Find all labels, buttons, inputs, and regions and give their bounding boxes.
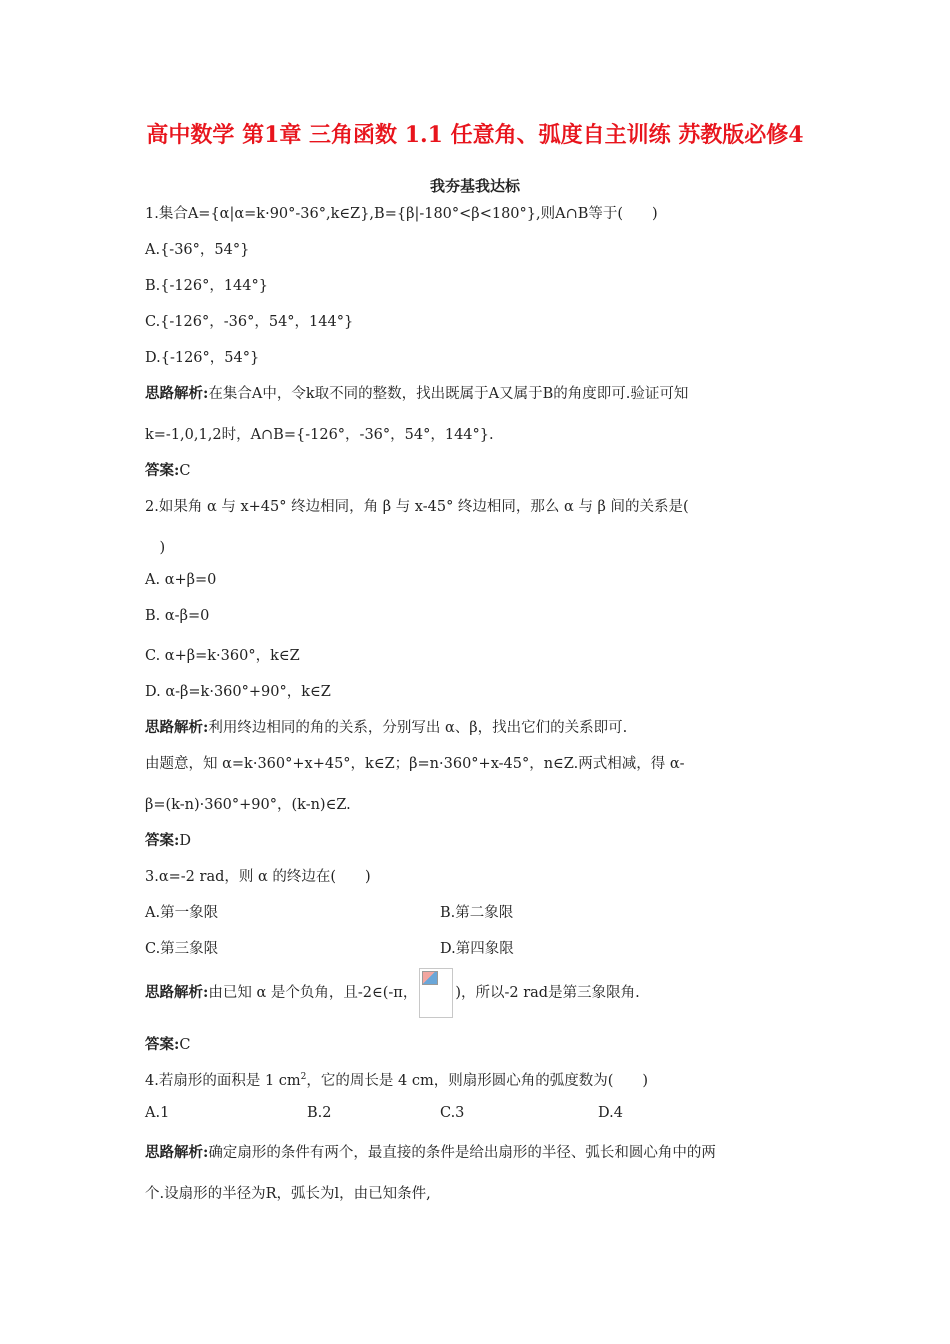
q2-answer-value: D [179, 833, 191, 849]
image-placeholder-icon [422, 971, 438, 985]
q2-option-a: A. α+β=0 [145, 572, 217, 588]
q3-answer-label: 答案: [145, 1036, 180, 1053]
q3-answer [145, 1033, 190, 1054]
q1-analysis-line-2: k=-1,0,1,2时，A∩B={-126°，-36°，54°，144°}. [145, 427, 494, 443]
q2-stem-line-1: 2.如果角 α 与 x+45° 终边相同，角 β 与 x-45° 终边相同，那么 α 与 β 间的关系是( [145, 499, 689, 515]
q2-answer-label: 答案: [145, 832, 180, 849]
q1-option-d: D.{-126°，54°} [145, 350, 260, 366]
q3-analysis-line [145, 968, 640, 1018]
q4-option-a: A.1 [145, 1105, 170, 1121]
q2-analysis-label: 思路解析: [145, 719, 209, 736]
q4-stem [145, 1069, 648, 1090]
q3-option-b: B.第二象限 [440, 905, 514, 921]
q4-stem-pre: 4.若扇形的面积是 1 cm [145, 1073, 301, 1089]
q1-answer-label: 答案: [145, 462, 180, 479]
q4-option-b: B.2 [307, 1105, 332, 1121]
q1-answer [145, 459, 190, 480]
q2-analysis-text-1: 利用终边相同的角的关系，分别写出 α、β，找出它们的关系即可. [208, 720, 628, 736]
q2-option-c: C. α+β=k·360°，k∈Z [145, 648, 300, 664]
q3-option-d: D.第四象限 [440, 941, 514, 957]
q1-answer-value: C [179, 463, 191, 479]
q4-option-c: C.3 [440, 1105, 465, 1121]
q2-answer [145, 829, 191, 850]
q3-analysis-label: 思路解析: [145, 984, 209, 1001]
q4-analysis-line-2: 个.设扇形的半径为R，弧长为l，由已知条件, [145, 1186, 431, 1202]
document-title: 高中数学 第1章 三角函数 1.1 任意角、弧度自主训练 苏教版必修4 [146, 122, 804, 148]
q4-analysis-text-1: 确定扇形的条件有两个，最直接的条件是给出扇形的半径、弧长和圆心角中的两 [208, 1145, 716, 1161]
q2-analysis-line-2: 由题意，知 α=k·360°+x+45°，k∈Z；β=n·360°+x-45°，n∈Z.两式相减，得 α- [145, 756, 685, 772]
q4-stem-post: ，它的周长是 4 cm，则扇形圆心角的弧度数为( ) [306, 1073, 649, 1089]
q1-analysis-label: 思路解析: [145, 385, 209, 402]
q1-analysis-text-1: 在集合A中，令k取不同的整数，找出既属于A又属于B的角度即可.验证可知 [208, 386, 689, 402]
q3-analysis-text-post: )，所以-2 rad是第三象限角. [455, 985, 640, 1001]
q2-analysis-line-1 [145, 716, 627, 737]
q1-option-c: C.{-126°，-36°，54°，144°} [145, 314, 354, 330]
q1-option-b: B.{-126°，144°} [145, 278, 268, 294]
q1-stem: 1.集合A={α|α=k·90°-36°,k∈Z},B={β|-180°<β<180°},则A∩B等于( ) [145, 206, 658, 222]
q4-analysis-label: 思路解析: [145, 1144, 209, 1161]
q2-stem-line-2: ) [145, 540, 166, 556]
q3-option-c: C.第三象限 [145, 941, 219, 957]
q4-option-d: D.4 [598, 1105, 623, 1121]
q3-answer-value: C [179, 1037, 191, 1053]
q1-analysis-line-1 [145, 382, 688, 403]
broken-formula-image-icon [419, 968, 453, 1018]
q3-stem: 3.α=-2 rad，则 α 的终边在( ) [145, 869, 371, 885]
section-subtitle: 我夯基我达标 [429, 177, 520, 195]
q3-option-a: A.第一象限 [145, 905, 219, 921]
q2-option-d: D. α-β=k·360°+90°，k∈Z [145, 684, 331, 700]
q2-option-b: B. α-β=0 [145, 608, 210, 624]
q3-analysis-text-pre: 由已知 α 是个负角，且-2∈(-π， [208, 985, 418, 1001]
q4-stem-superscript: 2 [300, 1072, 307, 1083]
q4-analysis-line-1 [145, 1141, 716, 1162]
q1-option-a: A.{-36°，54°} [145, 242, 250, 258]
q2-analysis-line-3: β=(k-n)·360°+90°，(k-n)∈Z. [145, 797, 351, 813]
